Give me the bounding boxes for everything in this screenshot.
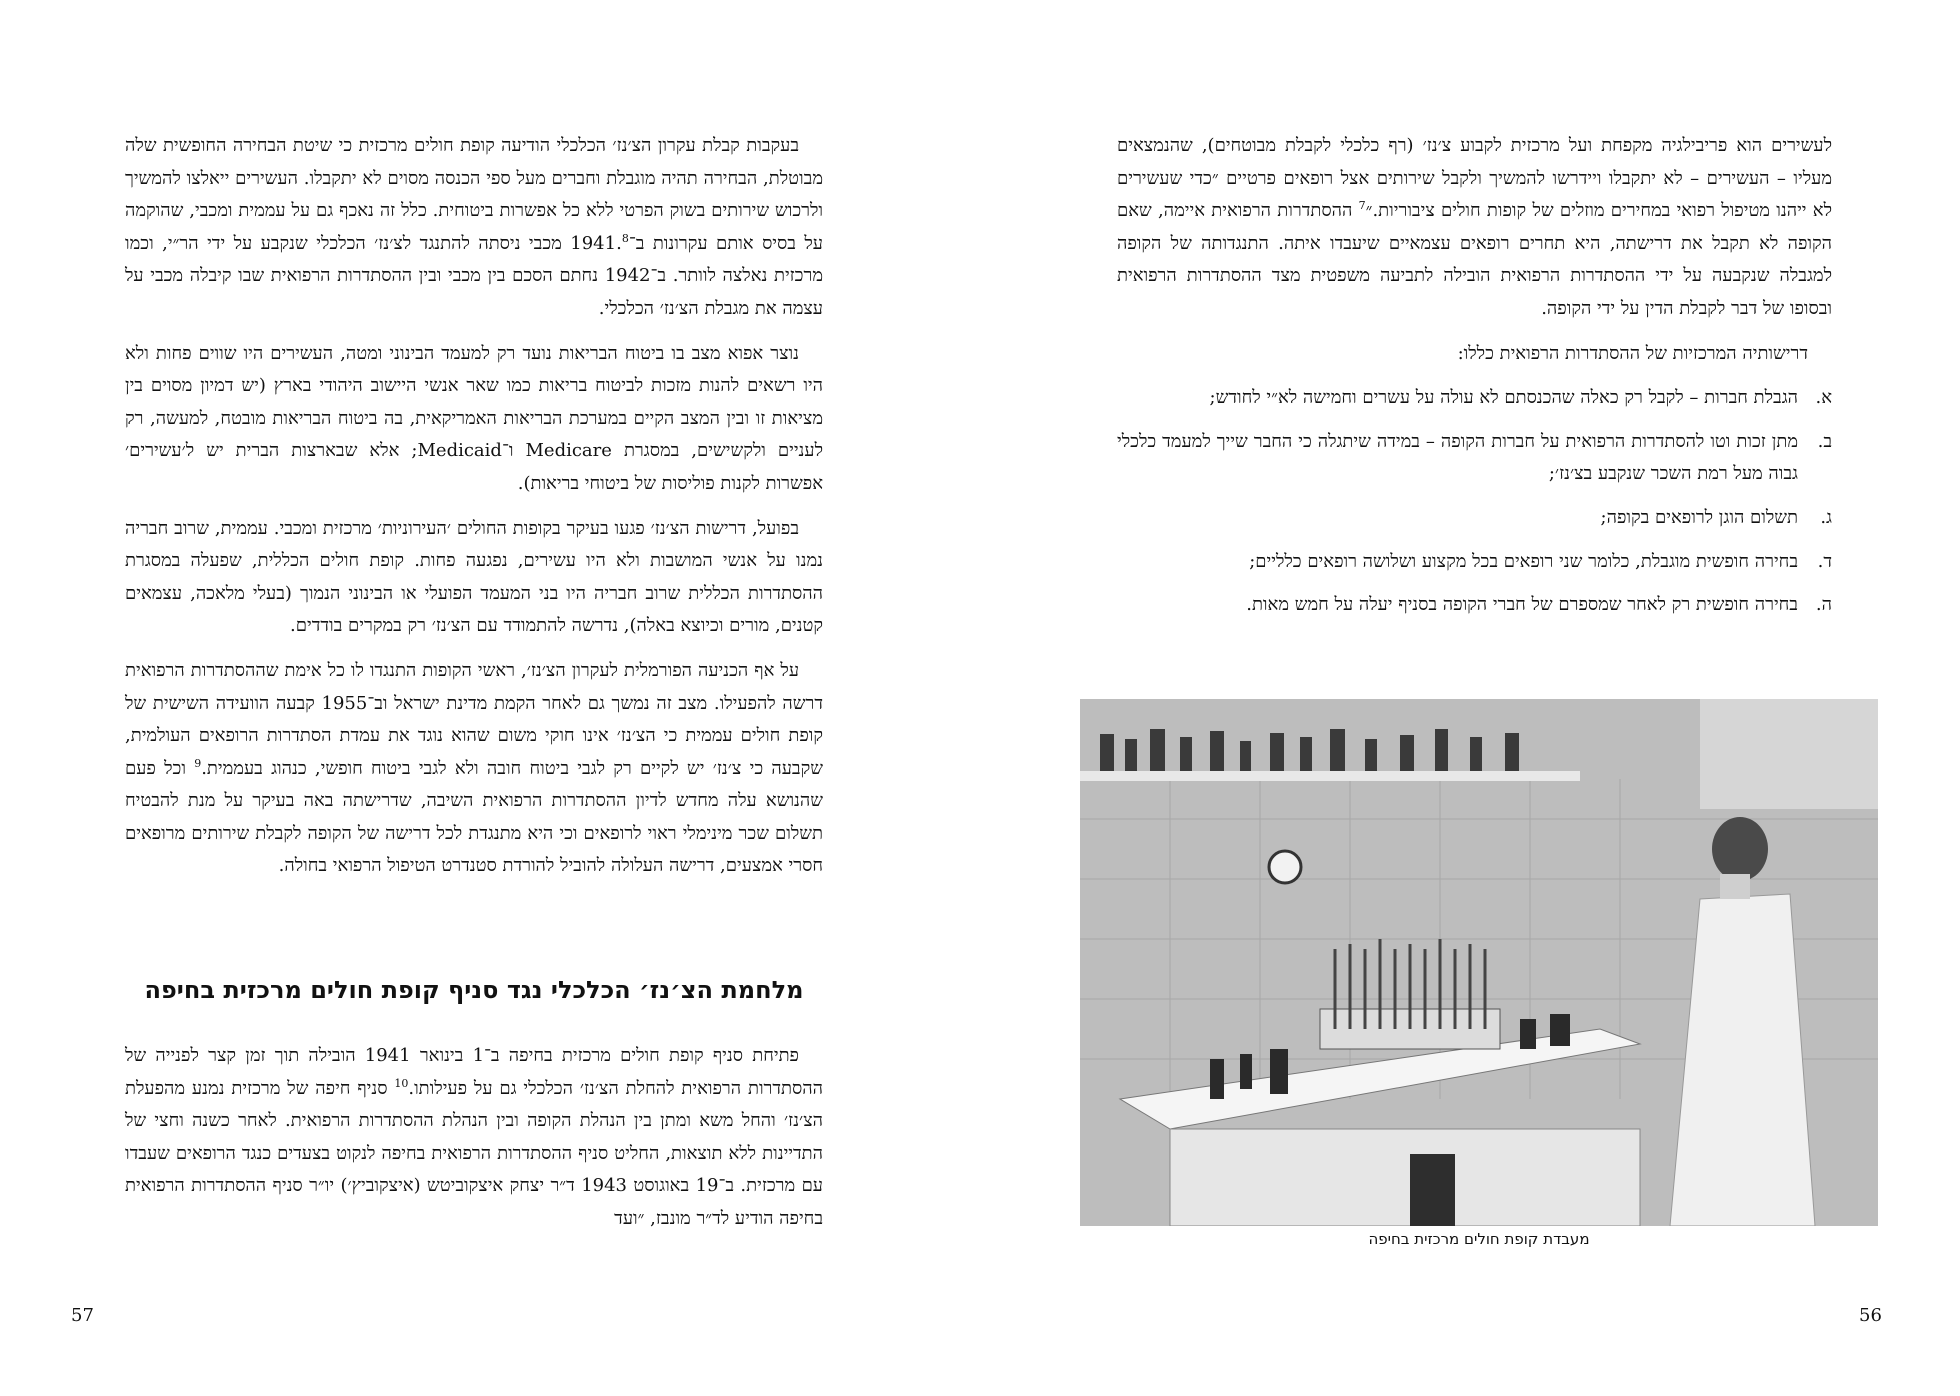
list-item: ב. מתן זכות וטו להסתדרות הרפואית על חברות הקופה – במידה שיתגלה כי החבר שייך למעמד כלכלי גבוה מעל רמת השכר שנקבע בצ׳נז׳; bbox=[1117, 426, 1832, 491]
paragraph: נוצר אפוא מצב בו ביטוח הבריאות נועד רק למעמד הבינוני ומטה, העשירים היו שווים פחות ולא היו רשאים להנות מזכות לביטוח בריאות כמו שאר אנשי היישוב היהודי בארץ (יש דמיון מסוים בין מציאות זו ובין המצב הקיים במערכת הבריאות האמריקאית, בה ביטוח הבריאות מובטח, למעשה, רק לעניים ולקשישים, במסגרת Medicare ו־Medicaid; אלא שבארצות הברית יש ל׳עשירים׳ אפשרות לקנות פוליסות של ביטוחי בריאות). bbox=[125, 342, 824, 494]
left-page-section-body bbox=[125, 1040, 823, 1248]
footnote-ref: 9 bbox=[194, 756, 202, 770]
page-number: 56 bbox=[1859, 1305, 1882, 1326]
list-marker: ה. bbox=[1815, 594, 1832, 616]
demands-list bbox=[1117, 382, 1832, 622]
list-marker: ג. bbox=[1820, 506, 1832, 528]
footnote-ref: 7 bbox=[1358, 199, 1366, 213]
list-marker: ב. bbox=[1817, 430, 1832, 452]
footnote-ref: 10 bbox=[394, 1076, 409, 1090]
paragraph: בעקבות קבלת עקרון הצ׳נז׳ הכלכלי הודיעה קופת חולים מרכזית כי שיטת הבחירה החופשית שלה מבוטלת, הבחירה תהיה מוגבלת וחברים מעל ספי הכנסה מסוים לא יתקבלו. העשירים ייאלצו להמשיך ולרכוש שירותים בשוק הפרטי ללא כל אפשרות ביטוחית. כלל זה נאכף גם על עממית ומכבי, שהוקמה על בסיס אותם עקרונות ב־1941.$^8$ מכבי ניסתה להתנגד לצ׳נז׳ הכלכלי שנקבע על ידי הר״י, וכמו מרכזית נאלצה לוותר. ב־1942 נחתם הסכם בין מכבי ובין ההסתדרות הרפואית שבו קיבלה מכבי על עצמה את מגבלת הצ׳נז׳ הכלכלי. bbox=[125, 135, 823, 319]
right-page bbox=[980, 0, 1960, 1396]
paragraph: פתיחת סניף קופת חולים מרכזית בחיפה ב־1 בינואר 1941 הובילה תוך זמן קצר לפנייה של ההסתדרות הרפואית להחלת הצ׳נז׳ הכלכלי גם על פעילותו.$^{10}$ סניף חיפה של מרכזית נמנע מהפעלת הצ׳נז׳ והחל משא ומתן בין הנהלת הקופה ובין הנהלת ההסתדרות הרפואית. לאחר כשנה וחצי של התדיינות ללא תוצאות, החליט סניף ההסתדרות הרפואית בחיפה לנקוט בצעדים כנגד הרופאים שעבדו עם מרכזית. ב־19 באוגוסט 1943 ד״ר יצחק איצקוביטש (איצקוביץ׳) יו״ר סניף ההסתדרות הרפואית בחיפה הודיע לד״ר מונבז, ״ועד bbox=[125, 1045, 823, 1229]
photo-caption: מעבדת קופת חולים מרכזית בחיפה bbox=[1368, 1230, 1590, 1248]
laboratory-photo bbox=[1080, 699, 1878, 1226]
paragraph: בפועל, דרישות הצ׳נז׳ פגעו בעיקר בקופות החולים ׳העירוניות׳ מרכזית ומכבי. עממית, שרוב חבריה נמנו על אנשי המושבות ולא היו עשירים, נפגעה פחות. קופת חולים הכללית, שפעלה במסגרת ההסתדרות הכללית שרוב חבריה היו בני המעמד הפועלי או הבינוני הנמוך (בעלי מלאכה, עצמאים קטנים, מורים וכיוצא באלה), נדרשה להתמודד עם הצ׳נז׳ רק במקרים בודדים. bbox=[125, 517, 823, 637]
footnote-ref: 8 bbox=[621, 231, 629, 245]
list-intro: דרישותיה המרכזיות של ההסתדרות הרפואית כללו: bbox=[1457, 342, 1808, 364]
list-item: ג. תשלום הוגן לרופאים בקופה; bbox=[1117, 502, 1832, 535]
paragraph: על אף הכניעה הפורמלית לעקרון הצ׳נז׳, ראשי הקופות התנגדו לו כל אימת שההסתדרות הרפואית דרשה להפעילו. מצב זה נמשך גם לאחר הקמת מדינת ישראל וב־1955 קבעה הוועידה השישית של קופת חולים עממית כי הצ׳נז׳ אינו חוקי משום שהוא נוגד את עמדת הסתדרות הרופאים העולמית, שקבעה כי צ׳נז׳ יש לקיים רק לגבי ביטוח חובה ולא לגבי ביטוח חופשי, כנהוג בעממית.$^9$ וכל פעם שהנושא עלה מחדש לדיון ההסתדרות הרפואית השיבה, שדרישתה באה בעיקר על מנת להבטיח תשלום שכר מינימלי ראוי לרופאים וכי היא מתנגדת לכל דרישה של הקופה לקבלת שירותים מרופאים חסרי אמצעים, דרישה העלולה להוביל להורדת סטנדרט הטיפול הרפואי בחולה. bbox=[125, 659, 824, 877]
list-item: ה. בחירה חופשית רק לאחר שמספרם של חברי הקופה בסניף יעלה על חמש מאות. bbox=[1117, 589, 1832, 622]
list-item: א. הגבלת חברות – לקבל רק כאלה שהכנסתם לא עולה על עשרים וחמישה לא״י לחודש; bbox=[1117, 382, 1832, 415]
laboratory-photo-illustration bbox=[1080, 699, 1878, 1226]
page-number: 57 bbox=[71, 1305, 94, 1326]
list-marker: ד. bbox=[1817, 550, 1832, 572]
right-page-body bbox=[1117, 130, 1832, 633]
paragraph: לעשירים הוא פריבילגיה מקפחת ועל מרכזית לקבוע צ׳נז׳ (רף כלכלי לקבלת מבוטחים), שהנמצאים מעליו – העשירים – לא יתקבלו ויידרשו להמשיך ולקבל שירותים אצל רופאים פרטיים ״כדי שעשירים לא ייהנו מטיפול רפואי במחירים מוזלים של קופות חולים ציבוריות.״$^7$ ההסתדרות הרפואית איימה, שאם הקופה לא תקבל את דרישתה, היא תחרים רופאים עצמאיים שיעבדו איתה. התנגדותה של הקופה למגבלה שנקבעה על ידי ההסתדרות הרפואית הובילה לתביעה משפטית מצד ההסתדרות הרפואית ובסופו של דבר לקבלת הדין על ידי הקופה. bbox=[1117, 135, 1832, 319]
list-marker: א. bbox=[1815, 387, 1832, 409]
left-page-body bbox=[125, 130, 823, 895]
list-item: ד. בחירה חופשית מוגבלת, כלומר שני רופאים בכל מקצוע ושלושה רופאים כלליים; bbox=[1117, 546, 1832, 579]
section-heading: מלחמת הצ׳נז׳ הכלכלי נגד סניף קופת חולים מרכזית בחיפה bbox=[144, 976, 804, 1004]
